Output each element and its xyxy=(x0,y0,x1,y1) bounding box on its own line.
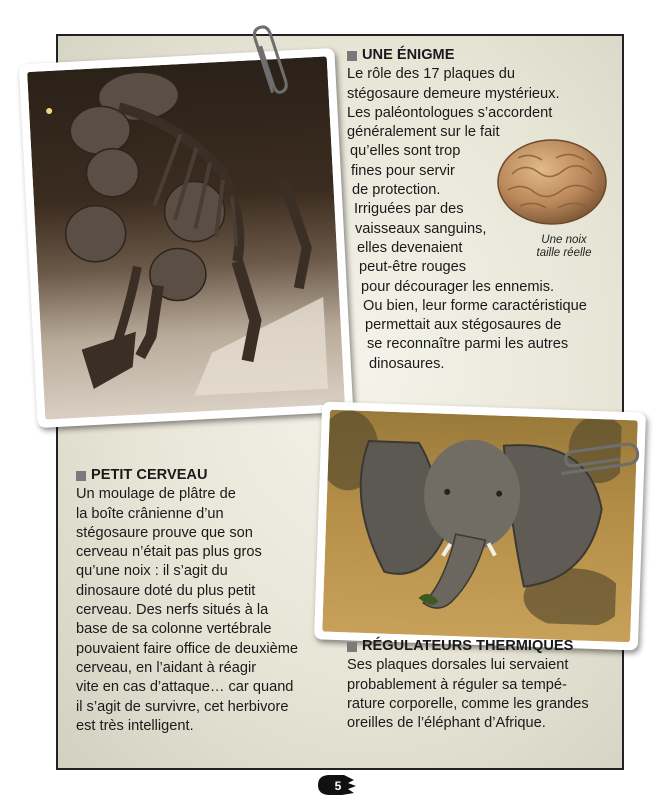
enigme-line: fines pour servir xyxy=(351,162,455,179)
thermique-section xyxy=(347,637,627,733)
thermique-heading xyxy=(347,637,627,656)
cerveau-line: stégosaure prouve que son xyxy=(76,524,253,541)
stegosaurus-skeleton-photo xyxy=(19,48,354,428)
thermique-line: Ses plaques dorsales lui servaient xyxy=(347,657,569,674)
cerveau-line: il s’agit de survivre, cet herbivore xyxy=(76,698,289,715)
elephant-photo xyxy=(314,401,646,650)
thermique-line: oreilles de l’éléphant d’Afrique. xyxy=(347,715,546,732)
enigme-line: Le rôle des 17 plaques du xyxy=(347,66,515,83)
enigme-line: de protection. xyxy=(352,182,441,199)
cerveau-line: qu’une noix : il s’agit du xyxy=(76,563,228,580)
enigme-line: Ou bien, leur forme caractéristique xyxy=(363,297,587,314)
cerveau-section xyxy=(76,466,346,736)
enigme-line: qu’elles sont trop xyxy=(350,143,461,160)
walnut-image xyxy=(494,134,610,230)
thermique-title: RÉGULATEURS THERMIQUES xyxy=(362,638,574,654)
cerveau-line: est très intelligent. xyxy=(76,717,194,734)
enigme-line: elles devenaient xyxy=(357,239,463,256)
cerveau-line: vite en cas d’attaque… car quand xyxy=(76,679,294,696)
enigme-line: se reconnaître parmi les autres xyxy=(367,336,569,353)
cerveau-line: base de sa colonne vertébrale xyxy=(76,621,272,638)
grey-square-icon xyxy=(347,51,357,61)
walnut-caption xyxy=(518,234,610,260)
grey-square-icon xyxy=(76,471,86,481)
cerveau-line: cerveau. Des nerfs situés à la xyxy=(76,602,269,619)
enigme-line: peut-être rouges xyxy=(359,259,467,276)
enigme-line: permettait aux stégosaures de xyxy=(365,317,562,334)
enigme-line: stégosaure demeure mystérieux. xyxy=(347,85,560,102)
enigme-line: généralement sur le fait xyxy=(347,124,500,141)
thermique-line: probablement à réguler sa tempé- xyxy=(347,676,567,693)
walnut-caption-line: taille réelle xyxy=(536,247,592,259)
cerveau-line: pouvaient faire office de deuxième xyxy=(76,640,299,657)
grey-square-icon xyxy=(347,642,357,652)
cerveau-line: Un moulage de plâtre de xyxy=(76,486,236,503)
cerveau-line: cerveau, en l’aidant à réagir xyxy=(76,659,257,676)
enigme-heading xyxy=(347,46,627,65)
cerveau-line: dinosaure doté du plus petit xyxy=(76,582,256,599)
enigme-line: Irriguées par des xyxy=(354,201,464,218)
enigme-line: Les paléontologues s’accordent xyxy=(347,104,553,121)
thermique-line: rature corporelle, comme les grandes xyxy=(347,695,589,712)
cerveau-line: cerveau n’était pas plus gros xyxy=(76,544,262,561)
enigme-title: UNE ÉNIGME xyxy=(362,47,455,63)
cerveau-line: la boîte crânienne d’un xyxy=(76,505,224,522)
enigme-line: vaisseaux sanguins, xyxy=(355,220,487,237)
enigme-line: pour décourager les ennemis. xyxy=(361,278,555,295)
cerveau-title: PETIT CERVEAU xyxy=(91,467,208,483)
cerveau-heading xyxy=(76,466,346,485)
enigme-line: dinosaures. xyxy=(369,355,445,372)
page-number: 5 xyxy=(334,779,342,793)
walnut-caption-line: Une noix xyxy=(541,234,587,246)
